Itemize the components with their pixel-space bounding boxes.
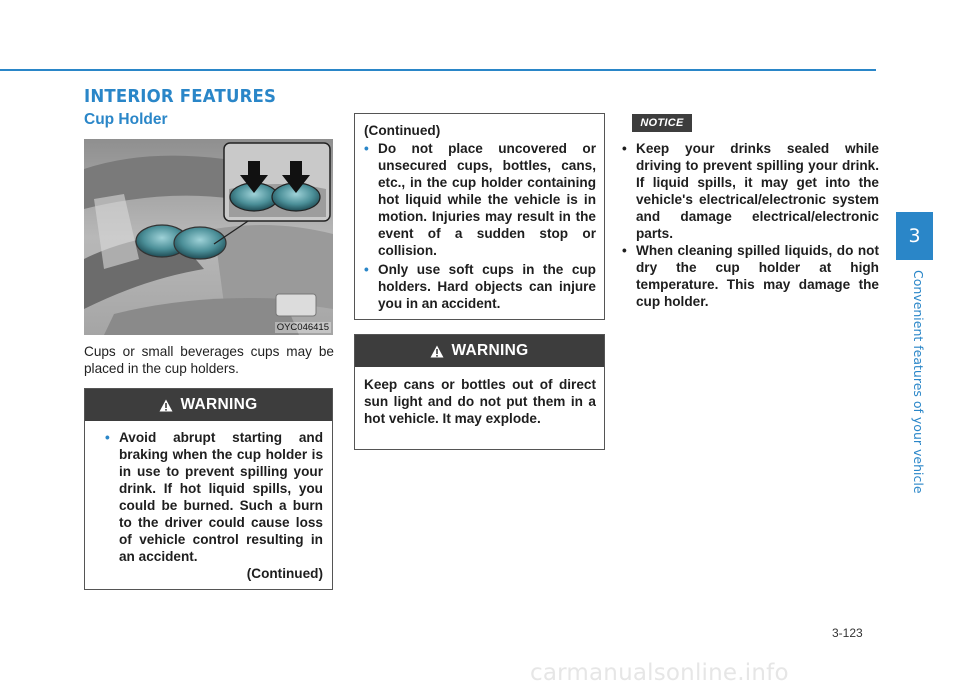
bullet-icon: •	[364, 141, 369, 156]
notice-item	[622, 140, 879, 242]
warning-body-1	[85, 421, 332, 582]
warning-item	[105, 429, 323, 565]
continued-label-top: (Continued)	[364, 123, 441, 138]
notice-item	[622, 242, 879, 310]
warning-box-1	[84, 388, 333, 590]
warning-heading-2: WARNING	[451, 342, 529, 359]
notice-badge: NOTICE	[632, 114, 692, 132]
warning-item-text: Only use soft cups in the cup holders. Hard objects can injure you in an accident.	[378, 262, 596, 311]
warning-item-text: Do not place uncovered or unsecured cups, bottles, cans, etc., in the cup holder containing hot liquid while the vehicle is in motion. Injuries may result in the event of a sudden stop or collision.	[378, 141, 596, 258]
warning-heading-1: WARNING	[180, 396, 258, 413]
subsection-title: Cup Holder	[84, 111, 168, 128]
bullet-icon: •	[622, 243, 627, 258]
warning-header-2	[355, 335, 604, 367]
bullet-icon: •	[105, 430, 110, 445]
warning-body-2: Keep cans or bottles out of direct sun light and do not put them in a hot vehicle. It may explode.	[364, 377, 596, 426]
cup-holder-drawing	[84, 139, 333, 335]
notice-text	[622, 140, 879, 310]
notice-item-text: Keep your drinks sealed while driving to prevent spilling your drink. If liquid spills, it may get into the vehicle's electrical/electronic system and damage electrical/electronic parts.	[636, 141, 879, 241]
warning-box-2	[354, 334, 605, 450]
figure-code: OYC046415	[276, 322, 329, 333]
warning-triangle-icon	[159, 399, 173, 412]
warning-header-1	[85, 389, 332, 421]
warning-item	[364, 140, 596, 259]
chapter-title: Convenient features of your vehicle	[911, 270, 926, 494]
cup-holder-illustration	[84, 139, 333, 335]
top-rule	[0, 69, 876, 71]
intro-text: Cups or small beverages cups may be placed in the cup holders.	[84, 344, 334, 376]
section-title: INTERIOR FEATURES	[84, 86, 277, 107]
warning-item-text: Avoid abrupt starting and braking when the cup holder is in use to prevent spilling your drink. If hot liquid spills, you could be burned. Such a burn to the driver could cause loss of vehicle control resulting in an accident.	[119, 430, 323, 564]
page-number: 3-123	[832, 626, 863, 640]
bullet-icon: •	[364, 262, 369, 277]
bullet-icon: •	[622, 141, 627, 156]
warning-triangle-icon	[430, 345, 444, 358]
notice-item-text: When cleaning spilled liquids, do not dry the cup holder at high temperature. This may damage the cup holder.	[636, 243, 879, 309]
watermark: carmanualsonline.info	[530, 660, 789, 686]
chapter-tab: 3	[896, 212, 933, 260]
continued-box	[354, 113, 605, 320]
continued-body	[355, 114, 604, 312]
continued-label: (Continued)	[246, 566, 323, 581]
warning-item	[364, 261, 596, 312]
